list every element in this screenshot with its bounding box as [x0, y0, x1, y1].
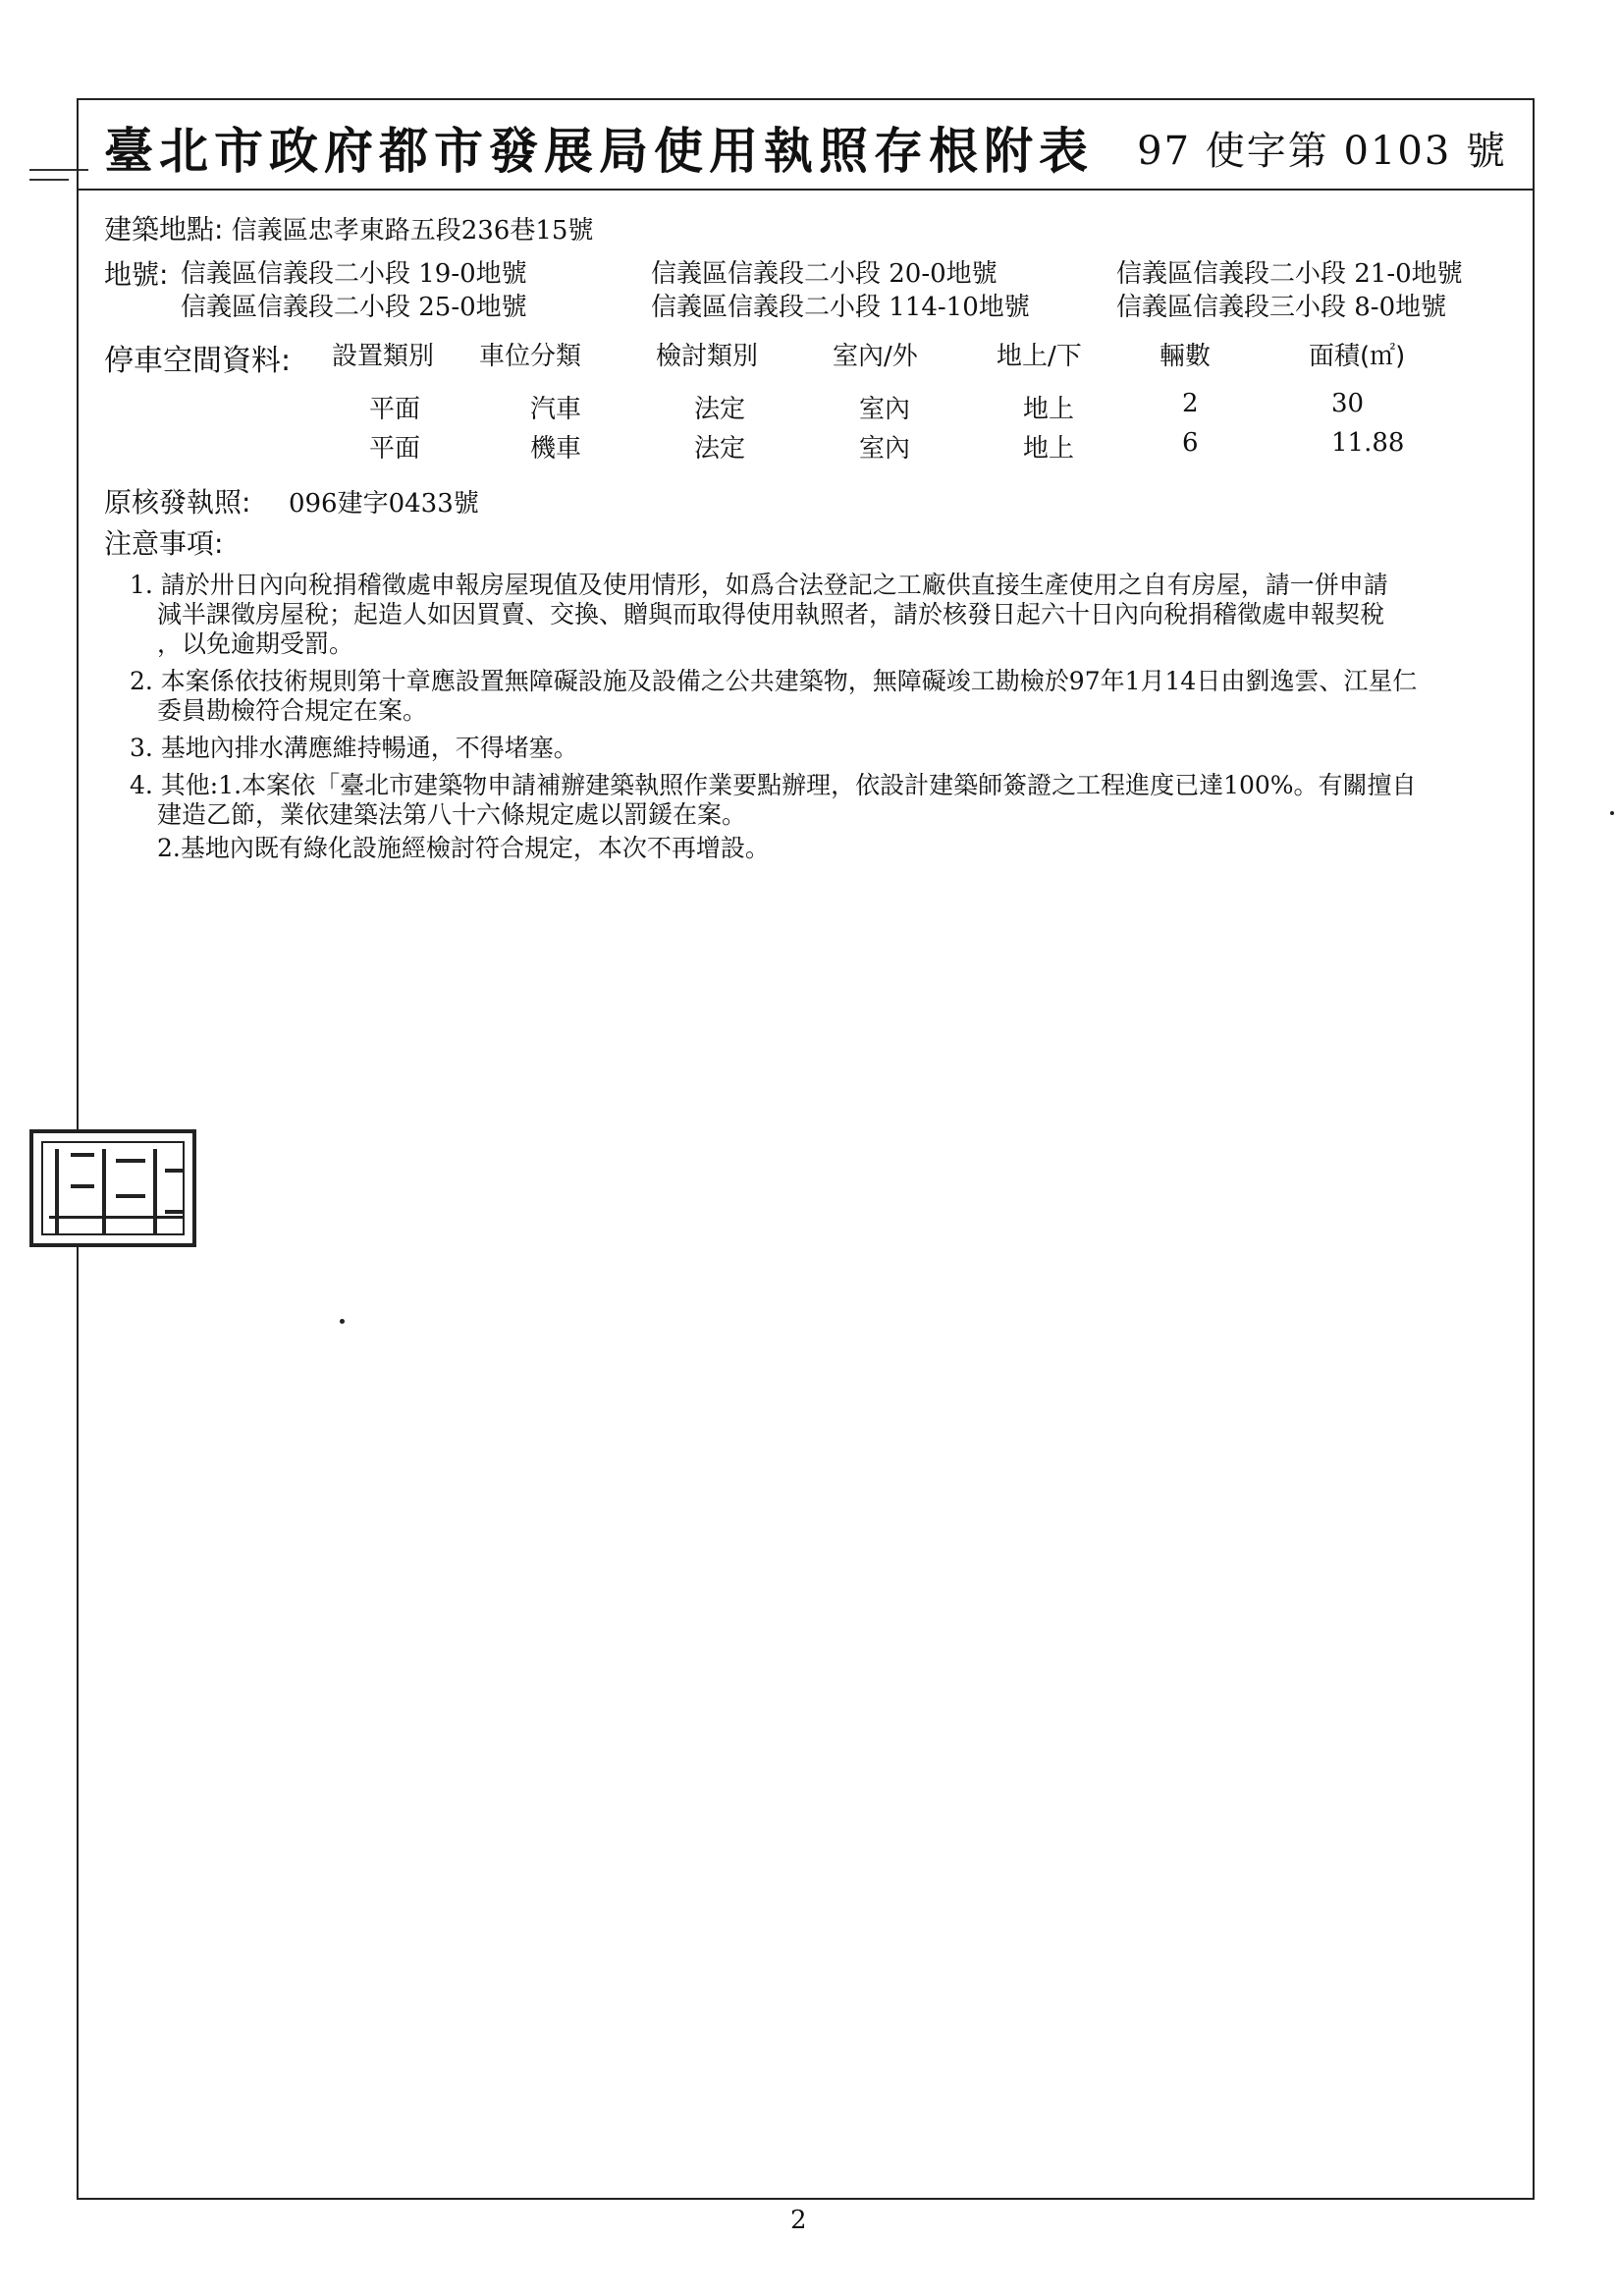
lot-item: 信義區信義段三小段 8-0地號 [1116, 293, 1447, 322]
parking-header: 面積(㎡) [1309, 342, 1406, 371]
parking-cell: 法定 [694, 434, 746, 464]
parking-cell: 6 [1182, 428, 1199, 458]
note-line: 3. 基地內排水溝應維持暢通，不得堵塞。 [130, 734, 578, 762]
parking-header: 室內/外 [833, 342, 918, 371]
scan-speck [1610, 811, 1614, 815]
note-line: 減半課徵房屋稅；起造人如因買賣、交換、贈與而取得使用執照者，請於核發日起六十日內向稅捐稽徵處申報契稅 [157, 600, 1385, 629]
site-address-row [104, 208, 593, 247]
perforation-seal-stamp [29, 1129, 196, 1247]
note-line: 建造乙節，業依建築法第八十六條規定處以罰鍰在案。 [157, 800, 747, 829]
original-permit-row [104, 481, 479, 520]
note-line: 1. 請於卅日內向稅捐稽徵處申報房屋現值及使用情形，如爲合法登記之工廠供直接生產使用之自有房屋，請一併申請 [130, 571, 1388, 599]
parking-cell: 室內 [859, 395, 911, 424]
site-label: 建築地點: [104, 213, 224, 246]
parking-label: 停車空間資料: [104, 344, 292, 378]
parking-cell: 平面 [369, 395, 421, 424]
lot-item: 信義區信義段二小段 19-0地號 [181, 259, 527, 289]
parking-cell: 地上 [1023, 395, 1075, 424]
parking-cell: 2 [1182, 389, 1199, 418]
parking-cell: 平面 [369, 434, 421, 464]
note-line: 委員勘檢符合規定在案。 [157, 696, 428, 725]
document-frame [77, 98, 1535, 2200]
note-line: ，以免逾期受罰。 [157, 629, 354, 658]
parking-cell: 室內 [859, 434, 911, 464]
lot-item: 信義區信義段二小段 20-0地號 [651, 259, 998, 289]
parking-header: 檢討類別 [656, 342, 759, 371]
original-permit-label: 原核發執照: [104, 486, 251, 519]
page-title: 臺北市政府都市發展局使用執照存根附表 [104, 123, 1094, 180]
lot-item: 信義區信義段二小段 21-0地號 [1116, 259, 1463, 289]
margin-mark [29, 179, 69, 181]
note-line: 2. 本案係依技術規則第十章應設置無障礙設施及設備之公共建築物，無障礙竣工勘檢於97年1月14日由劉逸雲、江星仁 [130, 667, 1418, 695]
site-address: 信義區忠孝東路五段236巷15號 [231, 216, 594, 246]
parking-header: 地上/下 [997, 342, 1082, 371]
note-line: 4. 其他:1.本案依「臺北市建築物申請補辦建築執照作業要點辦理，依設計建築師簽證之工程進度已達100%。有關擅自 [130, 771, 1417, 799]
lot-item: 信義區信義段二小段 114-10地號 [651, 293, 1030, 322]
page-number: 2 [790, 2206, 807, 2235]
parking-cell: 11.88 [1331, 428, 1405, 458]
original-permit-value: 096建字0433號 [288, 489, 479, 519]
parking-cell: 法定 [694, 395, 746, 424]
parking-cell: 汽車 [530, 395, 582, 424]
parking-header: 設置類別 [332, 342, 435, 371]
title-row [79, 100, 1533, 191]
parking-cell: 30 [1331, 389, 1365, 418]
permit-number: 97 使字第 0103 號 [1137, 129, 1507, 174]
parking-cell: 地上 [1023, 434, 1075, 464]
parking-cell: 機車 [530, 434, 582, 464]
note-line: 2.基地內既有綠化設施經檢討符合規定，本次不再增設。 [157, 834, 770, 862]
scan-speck [340, 1319, 345, 1324]
lot-item: 信義區信義段二小段 25-0地號 [181, 293, 527, 322]
notes-label: 注意事項: [104, 527, 224, 560]
parking-header: 車位分類 [479, 342, 582, 371]
parking-header: 輛數 [1160, 342, 1212, 371]
lots-label: 地號: [104, 258, 169, 291]
